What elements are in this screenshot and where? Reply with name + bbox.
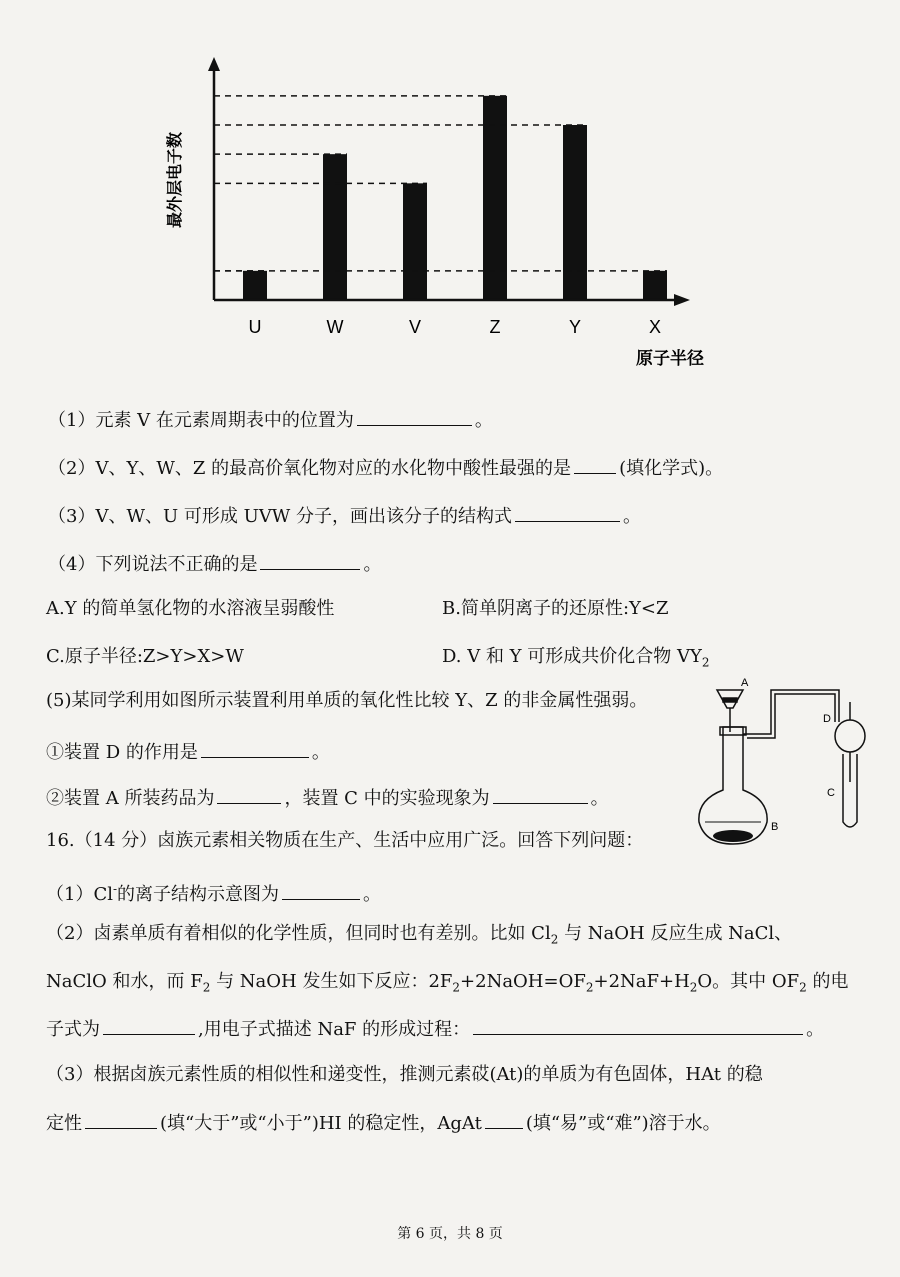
bar-V [403, 183, 427, 300]
text: +2NaOH=OF [460, 971, 586, 992]
bar-Y [563, 125, 587, 300]
option-d-text: D. V 和 Y 可形成共价化合物 VY [442, 646, 702, 667]
y-axis-label: 最外层电子数 [167, 131, 184, 229]
answer-blank[interactable] [493, 785, 588, 804]
x-tick-label: V [408, 317, 422, 337]
text: ,用电子式描述 NaF 的形成过程： [198, 1019, 471, 1040]
x-axis-label: 原子半径 [636, 349, 704, 368]
answer-blank[interactable] [103, 1016, 195, 1035]
answer-blank[interactable] [473, 1016, 803, 1035]
superscript: - [112, 882, 118, 896]
option-b: B.简单阴离子的还原性:Y<Z [442, 598, 669, 619]
question-5-2-end: 。 [590, 788, 609, 809]
x-tick-label: U [248, 317, 262, 337]
question-16-1 [46, 877, 381, 907]
bar-X [643, 271, 667, 300]
question-16-2-line-1 [46, 922, 792, 952]
x-tick-label: Y [568, 317, 582, 337]
question-16-3-line-2 [46, 1110, 721, 1136]
question-5-2-text-a: ②装置 A 所装药品为 [46, 788, 215, 809]
subscript: 2 [701, 655, 710, 670]
text: +2NaF+H [593, 971, 690, 992]
text: 子式为 [46, 1019, 100, 1040]
answer-blank[interactable] [357, 407, 472, 426]
question-1 [48, 407, 493, 433]
label-b: B [771, 821, 779, 833]
label-c: C [827, 787, 835, 799]
subscript: 2 [452, 980, 461, 995]
subscript: 2 [799, 980, 807, 995]
question-1-text: （1）元素 V 在元素周期表中的位置为 [48, 410, 354, 431]
subscript: 2 [689, 980, 698, 995]
question-4-end: 。 [363, 554, 382, 575]
question-3-end: 。 [622, 506, 641, 527]
text: (填“大于”或“小于”)HI 的稳定性，AgAt [160, 1113, 482, 1134]
y-axis-arrow [208, 57, 220, 71]
question-2 [48, 455, 723, 481]
answer-blank[interactable] [515, 503, 620, 522]
question-3 [48, 503, 641, 529]
question-16-3-line-1: （3）根据卤族元素性质的相似性和递变性，推测元素砹(At)的单质为有色固体，HAt 的稳 [46, 1064, 763, 1085]
question-2-text: （2）V、Y、W、Z 的最高价氧化物对应的水化物中酸性最强的是 [48, 458, 572, 479]
q16-1-end: 。 [363, 884, 382, 905]
question-1-end: 。 [474, 410, 493, 431]
text: 的电 [806, 971, 849, 992]
text: (填“易”或“难”)溶于水。 [525, 1113, 721, 1134]
question-5-1 [46, 739, 330, 765]
question-3-text: （3）V、W、U 可形成 UVW 分子，画出该分子的结构式 [48, 506, 512, 527]
bar-U [243, 271, 267, 300]
x-tick-label: X [648, 317, 662, 337]
text: 与 NaOH 反应生成 NaCl、 [558, 923, 793, 944]
question-4 [48, 551, 381, 577]
text: 定性 [46, 1113, 82, 1134]
question-4-text: （4）下列说法不正确的是 [48, 554, 258, 575]
q16-1-text-b: 的离子结构示意图为 [117, 884, 280, 905]
question-16-2-line-2 [46, 970, 849, 1000]
text: NaClO 和水，而 F [46, 971, 203, 992]
chart-bars [214, 96, 667, 300]
text: 与 NaOH 发生如下反应：2F [210, 971, 453, 992]
option-c: C.原子半径:Z>Y>X>W [46, 646, 244, 667]
question-2-end: (填化学式)。 [619, 458, 724, 479]
bar-W [323, 154, 347, 300]
x-tick-label: Z [489, 317, 501, 337]
option-d [442, 645, 710, 675]
question-5-1-text: ①装置 D 的作用是 [46, 742, 198, 763]
answer-blank[interactable] [201, 739, 309, 758]
option-a: A.Y 的简单氢化物的水溶液呈弱酸性 [46, 598, 335, 619]
x-tick-label: W [326, 317, 344, 337]
label-a: A [741, 677, 749, 689]
q16-1-text-a: （1）Cl [46, 884, 113, 905]
question-16-header: 16.（14 分）卤族元素相关物质在生产、生活中应用广泛。回答下列问题： [46, 830, 644, 851]
x-tick-labels [249, 317, 662, 337]
question-5-2-text-b: ，装置 C 中的实验现象为 [284, 788, 490, 809]
answer-blank[interactable] [485, 1110, 523, 1129]
text: （2）卤素单质有着相似的化学性质，但同时也有差别。比如 Cl [46, 923, 551, 944]
bar-Z [483, 96, 507, 300]
subscript: 2 [202, 980, 211, 995]
bar-chart [150, 55, 730, 375]
subscript: 2 [550, 932, 559, 947]
answer-blank[interactable] [574, 455, 616, 474]
label-d: D [823, 713, 831, 725]
answer-blank[interactable] [217, 785, 281, 804]
apparatus-diagram [695, 672, 875, 847]
text: O。其中 OF [697, 971, 800, 992]
answer-blank[interactable] [260, 551, 360, 570]
x-axis-arrow [674, 294, 690, 306]
subscript: 2 [585, 980, 594, 995]
text: 。 [806, 1019, 825, 1040]
answer-blank[interactable] [85, 1110, 157, 1129]
answer-blank[interactable] [282, 881, 360, 900]
question-5: (5)某同学利用如图所示装置利用单质的氧化性比较 Y、Z 的非金属性强弱。 [46, 690, 648, 711]
question-16-2-line-3 [46, 1016, 824, 1042]
question-5-1-end: 。 [311, 742, 330, 763]
question-5-2 [46, 785, 609, 811]
page-footer: 第 6 页，共 8 页 [397, 1226, 503, 1242]
